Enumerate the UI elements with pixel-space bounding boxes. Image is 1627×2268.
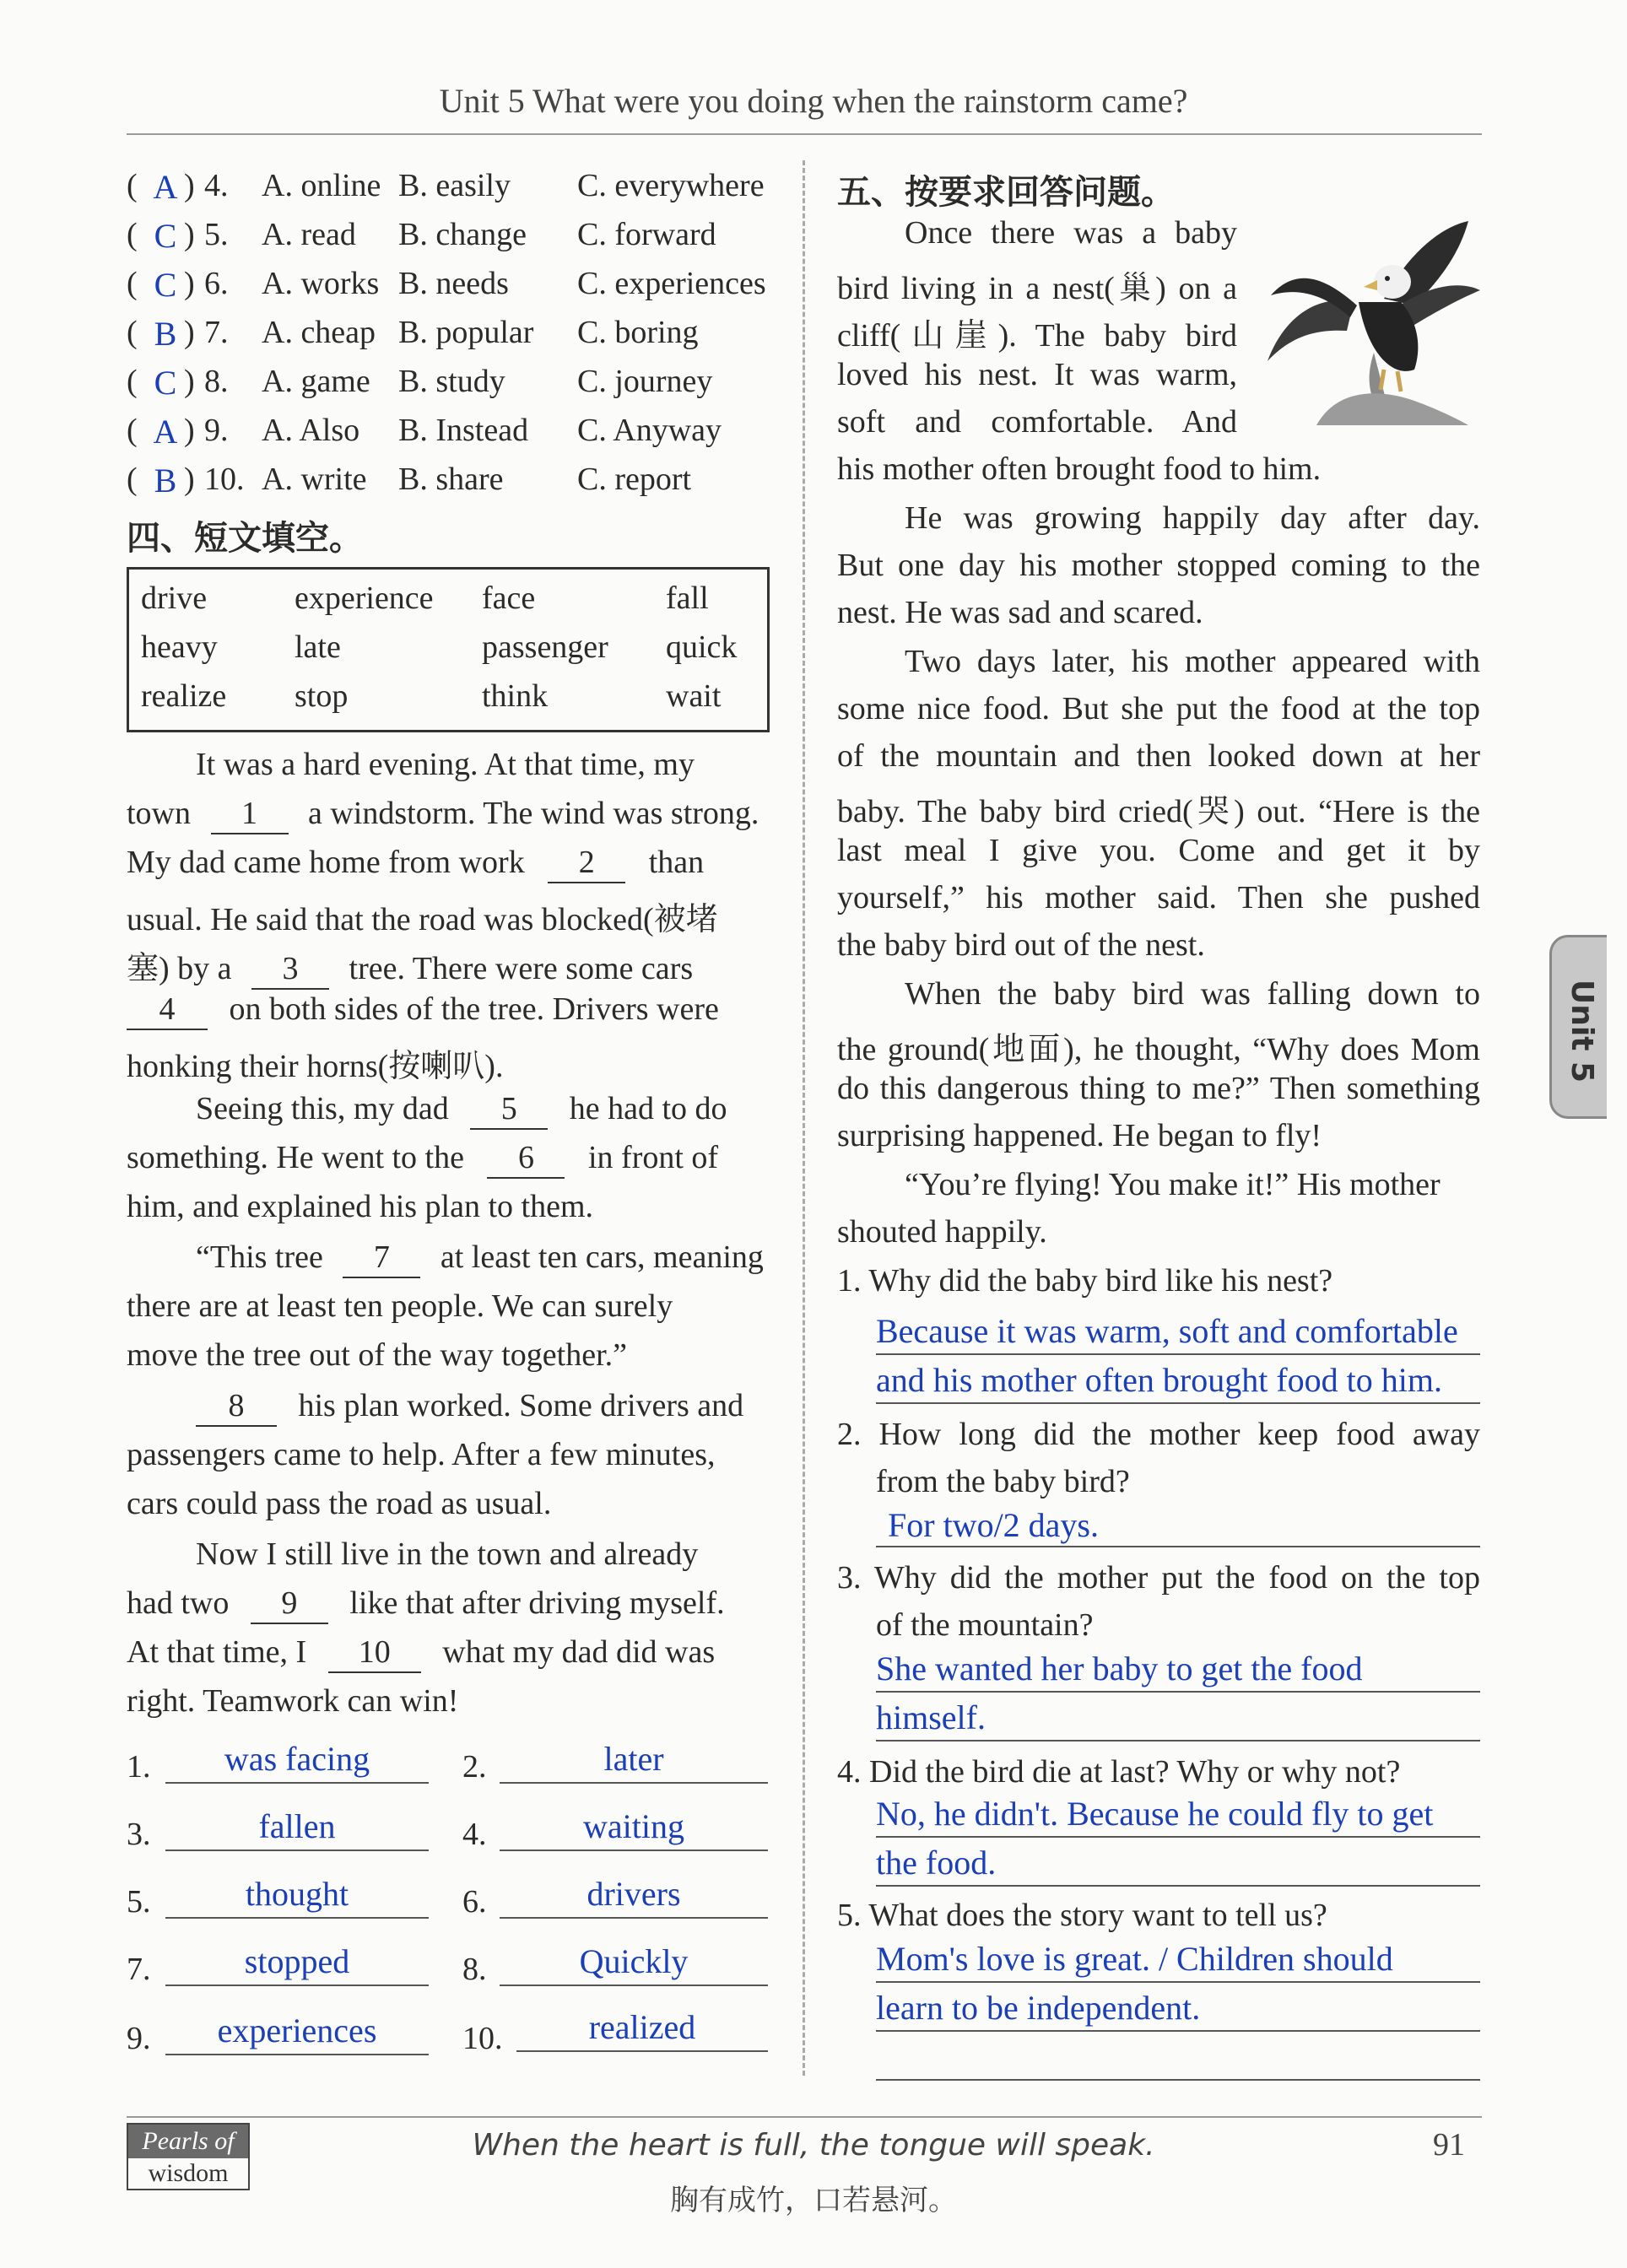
page-header-title: Unit 5 What were you doing when the rainstorm came? <box>439 82 1188 120</box>
question-5: 5. What does the story want to tell us? <box>837 1898 1327 1933</box>
word-box-item: stop <box>295 678 349 714</box>
answer-line: and his mother often brought food to him. <box>876 1358 1480 1404</box>
word-box-item: heavy <box>141 629 218 665</box>
blank-8: 8 <box>196 1390 277 1427</box>
mc-answer: B <box>154 315 177 353</box>
answer-field: drivers <box>500 1875 768 1919</box>
mc-answer: A <box>153 413 178 451</box>
blank-1: 1 <box>211 797 289 834</box>
answer-line <box>876 2035 1480 2081</box>
header-divider <box>127 133 1482 135</box>
answer-field: thought <box>165 1875 429 1919</box>
question-3: 3. Why did the mother put the food on the top <box>837 1560 1480 1596</box>
mc-answer: A <box>153 168 178 206</box>
column-divider <box>803 160 805 2076</box>
word-box-item: think <box>482 678 549 714</box>
page-number: 91 <box>1433 2127 1465 2163</box>
section-4-heading: 四、短文填空。 <box>127 519 363 558</box>
word-box-item: experience <box>295 580 434 616</box>
answer-line: the food. <box>876 1841 1480 1887</box>
unit-side-tab: Unit 5 <box>1549 935 1607 1119</box>
blank-3: 3 <box>251 953 329 990</box>
word-box-item: face <box>482 580 536 616</box>
blank-5: 5 <box>470 1093 548 1130</box>
blank-6: 6 <box>487 1142 565 1179</box>
question-4: 4. Did the bird die at last? Why or why not? <box>837 1754 1401 1790</box>
word-box <box>127 567 770 732</box>
answer-line: learn to be independent. <box>876 1986 1480 2032</box>
word-box-item: wait <box>666 678 722 714</box>
word-box-item: quick <box>666 629 738 665</box>
answer-field: fallen <box>165 1807 429 1851</box>
blank-2: 2 <box>548 846 625 883</box>
word-box-item: fall <box>666 580 709 616</box>
question-2: 2. How long did the mother keep food away <box>837 1417 1480 1452</box>
blank-7: 7 <box>343 1241 420 1278</box>
answer-line: Because it was warm, soft and comfortable <box>876 1310 1480 1355</box>
answer-field: experiences <box>165 2012 429 2055</box>
answer-field: stopped <box>165 1942 429 1986</box>
mc-answer: C <box>154 364 177 402</box>
mc-answer: C <box>154 217 177 255</box>
footer-quote-chinese: 胸有成竹，口若悬河。 <box>670 2184 957 2217</box>
answer-line: She wanted her baby to get the food <box>876 1647 1480 1693</box>
answer-field: Quickly <box>500 1942 768 1986</box>
answer-field: waiting <box>500 1807 768 1851</box>
blank-10: 10 <box>328 1636 421 1673</box>
section-5-heading: 五、按要求回答问题。 <box>837 173 1175 212</box>
answer-field: was facing <box>165 1740 429 1784</box>
answer-line: Mom's love is great. / Children should <box>876 1937 1480 1983</box>
word-box-item: drive <box>141 580 208 616</box>
footer-divider <box>127 2116 1482 2118</box>
answer-field: later <box>500 1740 768 1784</box>
mc-answer: C <box>154 266 177 304</box>
pearls-of-wisdom-badge: Pearls of wisdom <box>127 2123 250 2190</box>
workbook-page: Unit 5 What were you doing when the rainstorm came? ( A ) 4. A. online B. easily C. everywhere ( C ) 5. A. read B. change C. forward ( C ) 6. A. works B. needs C. experiences ( B ) 7. A. cheap B. popular C. boring ( C ) 8. A. game B. study C. journey ( A ) 9. A. Also B. Instead C. Anyway ( B ) 10. A. write B. share C. report 四、短文填空。 drive experience face fall heavy late passenger quick realize stop think wait It was a hard evening. At that time, my town 1 a windstorm. The wind was strong. My dad came home from work 2 than usual. He said that the road was blocked(被堵 塞) by a 3 tree. There were some cars 4 on both sides of the tree. Drivers were honking their horns(按喇叭). Seeing this, my dad 5 he had to do something. He went to the 6 in front of him, and explained his plan to them. “This tree 7 at least ten cars, meaning there are at least ten people. We can surely move the tree out of the way together.” 8 his plan worked. Some drivers and passengers came to help. After a few minutes, cars could pass the road as usual. Now I still live in the town and already had two 9 like that after driving myself. At that time, I 10 what my dad did was right. Teamwork can win! 1. was facing 2. later 3. fallen 4. waiting 5. thought 6. drivers 7. stopped 8. Quickly 9. experiences 10. realized 五、按要求回答问题。 Once there was a baby bird living in a nest(巢) on a cliff(山崖). The baby bird loved his nest. It was warm, soft and comfortable. And his mother often brought food to him. He was growing happily day after day. But one day his mother stopped coming to the nest. He was sad and scared. Two days later, his mother appeared with some nice food. But she put the food at the top of the mountain and then looked down at her baby. The baby bird cried(哭) out. “Here is the last meal I give you. Come and get it by yourself,” his mother said. Then she pushed the baby bird out of the nest. When the baby bird was falling down to the ground(地面), he thought, “Why does Mom do this dangerous thing to me?” Then something surprising happened. He began to fly! “You’re flying! You make it!” His mother shouted happily. 1. Why did the baby bird like his nest? Because it was warm, soft and comfortable and his mother often brought food to him. 2. How long did the mother keep food away from the baby bird? For two/2 days. 3. Why did the mother put the food on the top of the mountain? She wanted her baby to get the food himself. 4. Did the bird die at last? Why or why not? No, he didn't. Because he could fly to get the food. 5. What does the story want to tell us? Mom's love is great. / Children should learn to be independent. Unit 5 Pearls of wisdom When the heart is full, the tongue will speak. 胸有成竹，口若悬河。 91 <box>0 0 1627 2268</box>
answer-field: realized <box>516 2008 768 2052</box>
question-1: 1. Why did the baby bird like his nest? <box>837 1263 1333 1299</box>
answer-line: himself. <box>876 1696 1480 1742</box>
answer-line: For two/2 days. <box>876 1504 1480 1547</box>
footer-quote: When the heart is full, the tongue will speak. <box>472 2128 1155 2163</box>
blank-4: 4 <box>127 993 208 1030</box>
word-box-item: realize <box>141 678 227 714</box>
word-box-item: passenger <box>482 629 608 665</box>
answer-line: No, he didn't. Because he could fly to get <box>876 1792 1480 1838</box>
mc-answer: B <box>154 462 177 500</box>
eagle-illustration <box>1266 218 1482 425</box>
word-box-item: late <box>295 629 341 665</box>
blank-9: 9 <box>251 1587 328 1624</box>
